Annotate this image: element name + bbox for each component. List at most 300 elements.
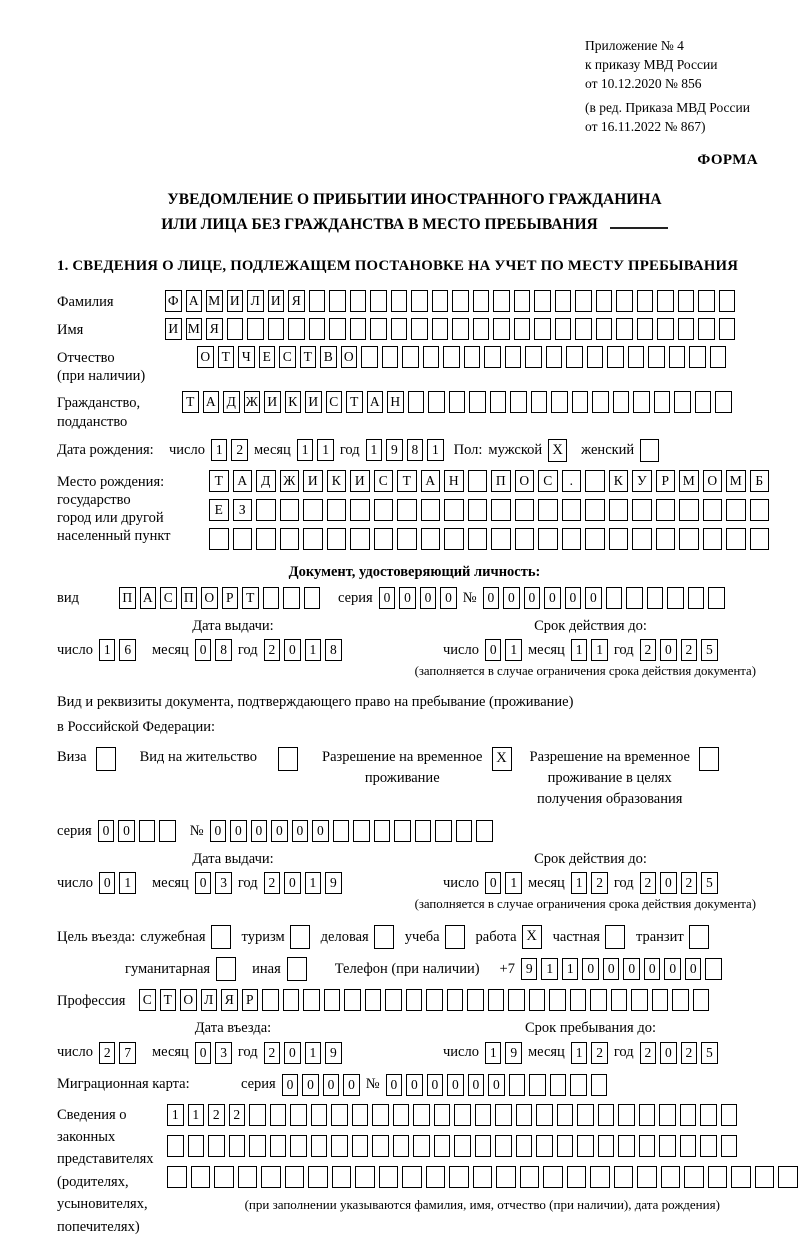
char-box[interactable] (233, 528, 253, 550)
char-box[interactable]: 0 (230, 820, 247, 842)
char-box[interactable] (607, 346, 624, 368)
char-box[interactable] (454, 1135, 471, 1157)
char-box[interactable] (311, 1135, 328, 1157)
char-box[interactable] (491, 499, 511, 521)
char-box[interactable] (469, 391, 486, 413)
char-box[interactable] (598, 1135, 615, 1157)
char-box[interactable] (566, 346, 583, 368)
entry-year-boxes[interactable] (264, 1042, 342, 1064)
char-box[interactable]: Е (259, 346, 276, 368)
char-box[interactable] (618, 1135, 635, 1157)
char-box[interactable]: 2 (591, 1042, 608, 1064)
char-box[interactable] (372, 1135, 389, 1157)
char-box[interactable] (331, 1135, 348, 1157)
char-box[interactable] (434, 1135, 451, 1157)
char-box[interactable]: 0 (623, 958, 640, 980)
char-box[interactable] (516, 1135, 533, 1157)
purpose-work-checkbox[interactable]: X (522, 925, 542, 949)
char-box[interactable] (421, 528, 441, 550)
char-box[interactable]: Ж (280, 470, 300, 492)
char-box[interactable] (700, 1104, 717, 1126)
char-box[interactable]: Л (247, 290, 264, 312)
char-box[interactable]: 0 (420, 587, 437, 609)
char-box[interactable]: Н (444, 470, 464, 492)
char-box[interactable] (372, 1104, 389, 1126)
migration-card-series-boxes[interactable] (282, 1074, 360, 1096)
char-box[interactable] (329, 290, 346, 312)
char-box[interactable]: 0 (284, 639, 301, 661)
char-box[interactable] (370, 318, 387, 340)
char-box[interactable]: 2 (640, 1042, 657, 1064)
char-box[interactable] (270, 1104, 287, 1126)
char-box[interactable] (536, 1135, 553, 1157)
char-box[interactable] (333, 820, 350, 842)
char-box[interactable] (609, 499, 629, 521)
char-box[interactable] (473, 1166, 493, 1188)
char-box[interactable]: 1 (188, 1104, 205, 1126)
char-box[interactable]: 5 (701, 1042, 718, 1064)
char-box[interactable] (591, 1074, 608, 1096)
char-box[interactable] (327, 528, 347, 550)
birth-month-boxes[interactable] (297, 439, 334, 461)
char-box[interactable] (444, 528, 464, 550)
char-box[interactable] (327, 499, 347, 521)
char-box[interactable]: 9 (505, 1042, 522, 1064)
char-box[interactable]: Я (288, 290, 305, 312)
char-box[interactable] (263, 587, 280, 609)
char-box[interactable]: И (227, 290, 244, 312)
char-box[interactable] (613, 391, 630, 413)
char-box[interactable] (227, 318, 244, 340)
char-box[interactable] (633, 391, 650, 413)
char-box[interactable] (693, 989, 710, 1011)
char-box[interactable] (468, 528, 488, 550)
char-box[interactable]: 2 (99, 1042, 116, 1064)
char-box[interactable] (719, 318, 736, 340)
char-box[interactable]: 0 (660, 872, 677, 894)
char-box[interactable] (531, 391, 548, 413)
char-box[interactable] (311, 1104, 328, 1126)
char-box[interactable]: 0 (485, 639, 502, 661)
char-box[interactable] (726, 528, 746, 550)
char-box[interactable]: А (186, 290, 203, 312)
char-box[interactable] (329, 318, 346, 340)
char-box[interactable]: 0 (585, 587, 602, 609)
char-box[interactable] (397, 528, 417, 550)
char-box[interactable] (637, 290, 654, 312)
char-box[interactable] (285, 1166, 305, 1188)
char-box[interactable]: Т (300, 346, 317, 368)
char-box[interactable] (352, 1135, 369, 1157)
char-box[interactable]: 1 (571, 1042, 588, 1064)
char-box[interactable]: С (326, 391, 343, 413)
residence-expiry-year-boxes[interactable] (640, 872, 718, 894)
char-box[interactable] (159, 820, 176, 842)
char-box[interactable] (256, 528, 276, 550)
stay-day-boxes[interactable] (485, 1042, 522, 1064)
char-box[interactable] (755, 1166, 775, 1188)
char-box[interactable] (719, 290, 736, 312)
char-box[interactable] (596, 318, 613, 340)
issue-year-boxes[interactable] (264, 639, 342, 661)
char-box[interactable] (577, 1135, 594, 1157)
char-box[interactable] (546, 346, 563, 368)
char-box[interactable] (432, 318, 449, 340)
char-box[interactable]: 2 (681, 1042, 698, 1064)
char-box[interactable]: 5 (701, 639, 718, 661)
char-box[interactable] (350, 318, 367, 340)
char-box[interactable] (679, 528, 699, 550)
char-box[interactable] (290, 1135, 307, 1157)
char-box[interactable]: 0 (483, 587, 500, 609)
char-box[interactable]: О (180, 989, 197, 1011)
char-box[interactable] (637, 1166, 657, 1188)
birth-place-boxes-row1[interactable] (209, 470, 769, 492)
char-box[interactable] (514, 318, 531, 340)
issue-day-boxes[interactable] (99, 639, 136, 661)
expiry-day-boxes[interactable] (485, 639, 522, 661)
char-box[interactable] (167, 1135, 184, 1157)
char-box[interactable] (443, 346, 460, 368)
stay-year-boxes[interactable] (640, 1042, 718, 1064)
residence-issue-year-boxes[interactable] (264, 872, 342, 894)
char-box[interactable] (408, 391, 425, 413)
char-box[interactable]: 9 (325, 872, 342, 894)
char-box[interactable] (391, 290, 408, 312)
purpose-other-checkbox[interactable] (287, 957, 307, 981)
char-box[interactable] (695, 391, 712, 413)
char-box[interactable] (525, 346, 542, 368)
char-box[interactable] (304, 587, 321, 609)
char-box[interactable]: 8 (325, 639, 342, 661)
char-box[interactable] (669, 346, 686, 368)
char-box[interactable] (750, 499, 770, 521)
char-box[interactable]: 0 (312, 820, 329, 842)
char-box[interactable]: 1 (366, 439, 383, 461)
char-box[interactable] (280, 499, 300, 521)
char-box[interactable]: 3 (215, 872, 232, 894)
char-box[interactable] (402, 1166, 422, 1188)
char-box[interactable] (391, 318, 408, 340)
char-box[interactable] (308, 1166, 328, 1188)
char-box[interactable]: 0 (524, 587, 541, 609)
visa-checkbox[interactable] (96, 747, 116, 771)
char-box[interactable]: 0 (660, 1042, 677, 1064)
char-box[interactable]: 0 (292, 820, 309, 842)
char-box[interactable] (585, 528, 605, 550)
char-box[interactable]: О (703, 470, 723, 492)
char-box[interactable] (551, 391, 568, 413)
char-box[interactable] (590, 989, 607, 1011)
char-box[interactable] (324, 989, 341, 1011)
char-box[interactable] (464, 346, 481, 368)
char-box[interactable] (555, 318, 572, 340)
char-box[interactable]: 0 (468, 1074, 485, 1096)
char-box[interactable] (609, 528, 629, 550)
char-box[interactable] (616, 290, 633, 312)
char-box[interactable] (379, 1166, 399, 1188)
char-box[interactable] (726, 499, 746, 521)
char-box[interactable]: 7 (119, 1042, 136, 1064)
char-box[interactable] (374, 820, 391, 842)
representatives-boxes-row3[interactable] (167, 1166, 798, 1188)
char-box[interactable] (350, 528, 370, 550)
char-box[interactable] (393, 1104, 410, 1126)
purpose-transit-checkbox[interactable] (689, 925, 709, 949)
char-box[interactable] (570, 989, 587, 1011)
char-box[interactable]: О (197, 346, 214, 368)
char-box[interactable]: И (350, 470, 370, 492)
profession-boxes[interactable] (139, 989, 709, 1011)
char-box[interactable] (657, 318, 674, 340)
char-box[interactable]: П (491, 470, 511, 492)
char-box[interactable] (680, 1135, 697, 1157)
char-box[interactable]: П (119, 587, 136, 609)
char-box[interactable]: А (140, 587, 157, 609)
char-box[interactable] (432, 290, 449, 312)
char-box[interactable] (411, 290, 428, 312)
char-box[interactable]: 0 (284, 872, 301, 894)
char-box[interactable]: О (341, 346, 358, 368)
char-box[interactable]: Л (201, 989, 218, 1011)
char-box[interactable] (332, 1166, 352, 1188)
char-box[interactable] (536, 1104, 553, 1126)
char-box[interactable]: 2 (264, 639, 281, 661)
char-box[interactable] (567, 1166, 587, 1188)
char-box[interactable]: 0 (343, 1074, 360, 1096)
char-box[interactable]: Р (656, 470, 676, 492)
char-box[interactable]: С (279, 346, 296, 368)
char-box[interactable]: 0 (685, 958, 702, 980)
char-box[interactable]: 9 (521, 958, 538, 980)
char-box[interactable]: П (181, 587, 198, 609)
doc-kind-boxes[interactable] (119, 587, 320, 609)
char-box[interactable] (678, 318, 695, 340)
char-box[interactable]: 1 (305, 639, 322, 661)
char-box[interactable] (689, 346, 706, 368)
char-box[interactable] (606, 587, 623, 609)
char-box[interactable]: 0 (118, 820, 135, 842)
char-box[interactable]: 8 (215, 639, 232, 661)
char-box[interactable]: 2 (681, 639, 698, 661)
char-box[interactable] (778, 1166, 798, 1188)
birth-day-boxes[interactable] (211, 439, 248, 461)
char-box[interactable] (421, 499, 441, 521)
char-box[interactable] (708, 1166, 728, 1188)
char-box[interactable]: Т (242, 587, 259, 609)
char-box[interactable] (435, 820, 452, 842)
char-box[interactable] (534, 318, 551, 340)
char-box[interactable] (515, 499, 535, 521)
char-box[interactable]: 0 (282, 1074, 299, 1096)
char-box[interactable]: 0 (98, 820, 115, 842)
purpose-business-checkbox[interactable] (374, 925, 394, 949)
char-box[interactable]: 1 (562, 958, 579, 980)
char-box[interactable] (188, 1135, 205, 1157)
char-box[interactable] (350, 290, 367, 312)
char-box[interactable] (562, 528, 582, 550)
representatives-boxes-row2[interactable] (167, 1135, 798, 1157)
char-box[interactable] (288, 318, 305, 340)
char-box[interactable] (529, 1074, 546, 1096)
char-box[interactable]: 0 (195, 639, 212, 661)
char-box[interactable] (632, 499, 652, 521)
char-box[interactable] (508, 989, 525, 1011)
char-box[interactable] (656, 499, 676, 521)
char-box[interactable] (249, 1104, 266, 1126)
char-box[interactable]: 2 (681, 872, 698, 894)
char-box[interactable] (721, 1135, 738, 1157)
char-box[interactable]: М (679, 470, 699, 492)
char-box[interactable] (262, 989, 279, 1011)
char-box[interactable] (415, 820, 432, 842)
char-box[interactable]: 2 (640, 872, 657, 894)
residence-issue-month-boxes[interactable] (195, 872, 232, 894)
char-box[interactable]: Н (387, 391, 404, 413)
char-box[interactable] (434, 1104, 451, 1126)
char-box[interactable] (614, 1166, 634, 1188)
char-box[interactable] (590, 1166, 610, 1188)
char-box[interactable] (703, 528, 723, 550)
sex-male-checkbox[interactable]: X (548, 439, 567, 462)
temp-residence-checkbox[interactable]: X (492, 747, 512, 771)
char-box[interactable] (209, 528, 229, 550)
char-box[interactable] (167, 1166, 187, 1188)
char-box[interactable] (639, 1104, 656, 1126)
char-box[interactable] (139, 820, 156, 842)
char-box[interactable] (598, 1104, 615, 1126)
char-box[interactable]: Я (206, 318, 223, 340)
char-box[interactable] (659, 1135, 676, 1157)
char-box[interactable] (229, 1135, 246, 1157)
char-box[interactable] (355, 1166, 375, 1188)
purpose-study-checkbox[interactable] (445, 925, 465, 949)
purpose-humanitarian-checkbox[interactable] (216, 957, 236, 981)
char-box[interactable] (674, 391, 691, 413)
char-box[interactable]: 1 (571, 639, 588, 661)
char-box[interactable]: 0 (544, 587, 561, 609)
char-box[interactable]: 2 (231, 439, 248, 461)
char-box[interactable] (468, 470, 488, 492)
char-box[interactable]: 2 (264, 1042, 281, 1064)
char-box[interactable]: О (201, 587, 218, 609)
char-box[interactable] (611, 989, 628, 1011)
char-box[interactable]: 0 (284, 1042, 301, 1064)
char-box[interactable] (397, 499, 417, 521)
birth-place-boxes-row2[interactable] (209, 499, 769, 521)
char-box[interactable]: 1 (167, 1104, 184, 1126)
char-box[interactable] (468, 499, 488, 521)
char-box[interactable]: А (367, 391, 384, 413)
char-box[interactable] (652, 989, 669, 1011)
char-box[interactable]: 0 (406, 1074, 423, 1096)
char-box[interactable] (703, 499, 723, 521)
char-box[interactable] (570, 1074, 587, 1096)
birth-place-boxes-row3[interactable] (209, 528, 769, 550)
residence-series-boxes[interactable] (98, 820, 176, 842)
char-box[interactable] (454, 1104, 471, 1126)
char-box[interactable]: 0 (323, 1074, 340, 1096)
char-box[interactable]: 0 (210, 820, 227, 842)
char-box[interactable]: А (233, 470, 253, 492)
stay-month-boxes[interactable] (571, 1042, 608, 1064)
char-box[interactable]: И (165, 318, 182, 340)
char-box[interactable]: С (538, 470, 558, 492)
char-box[interactable]: Ф (165, 290, 182, 312)
char-box[interactable]: К (327, 470, 347, 492)
char-box[interactable]: У (632, 470, 652, 492)
char-box[interactable]: 0 (488, 1074, 505, 1096)
char-box[interactable] (214, 1166, 234, 1188)
char-box[interactable] (672, 989, 689, 1011)
char-box[interactable] (572, 391, 589, 413)
char-box[interactable]: 0 (603, 958, 620, 980)
char-box[interactable] (639, 1135, 656, 1157)
char-box[interactable] (585, 499, 605, 521)
char-box[interactable] (708, 587, 725, 609)
char-box[interactable] (700, 1135, 717, 1157)
char-box[interactable]: М (186, 318, 203, 340)
char-box[interactable] (592, 391, 609, 413)
char-box[interactable] (495, 1104, 512, 1126)
char-box[interactable] (514, 290, 531, 312)
char-box[interactable] (331, 1104, 348, 1126)
char-box[interactable] (637, 318, 654, 340)
char-box[interactable]: 0 (271, 820, 288, 842)
char-box[interactable]: И (303, 470, 323, 492)
char-box[interactable]: 0 (427, 1074, 444, 1096)
char-box[interactable]: 0 (503, 587, 520, 609)
migration-card-number-boxes[interactable] (386, 1074, 608, 1096)
char-box[interactable] (191, 1166, 211, 1188)
char-box[interactable] (661, 1166, 681, 1188)
representatives-boxes-row1[interactable] (167, 1104, 798, 1126)
char-box[interactable]: 0 (485, 872, 502, 894)
name-boxes[interactable] (165, 318, 735, 340)
char-box[interactable]: Ч (238, 346, 255, 368)
char-box[interactable]: М (726, 470, 746, 492)
char-box[interactable] (447, 989, 464, 1011)
char-box[interactable] (452, 290, 469, 312)
char-box[interactable] (538, 528, 558, 550)
char-box[interactable] (562, 499, 582, 521)
char-box[interactable]: Т (218, 346, 235, 368)
citizenship-boxes[interactable] (182, 391, 732, 413)
char-box[interactable]: Т (209, 470, 229, 492)
char-box[interactable] (657, 290, 674, 312)
char-box[interactable] (557, 1104, 574, 1126)
char-box[interactable]: А (203, 391, 220, 413)
char-box[interactable]: 0 (565, 587, 582, 609)
entry-day-boxes[interactable] (99, 1042, 136, 1064)
char-box[interactable]: 9 (325, 1042, 342, 1064)
char-box[interactable]: 1 (305, 872, 322, 894)
char-box[interactable] (283, 989, 300, 1011)
char-box[interactable] (303, 528, 323, 550)
char-box[interactable] (684, 1166, 704, 1188)
char-box[interactable] (413, 1135, 430, 1157)
char-box[interactable]: 1 (427, 439, 444, 461)
char-box[interactable] (678, 290, 695, 312)
char-box[interactable] (705, 958, 722, 980)
char-box[interactable] (385, 989, 402, 1011)
doc-number-boxes[interactable] (483, 587, 725, 609)
char-box[interactable] (750, 528, 770, 550)
char-box[interactable] (361, 346, 378, 368)
char-box[interactable] (473, 318, 490, 340)
char-box[interactable]: С (374, 470, 394, 492)
char-box[interactable] (413, 1104, 430, 1126)
